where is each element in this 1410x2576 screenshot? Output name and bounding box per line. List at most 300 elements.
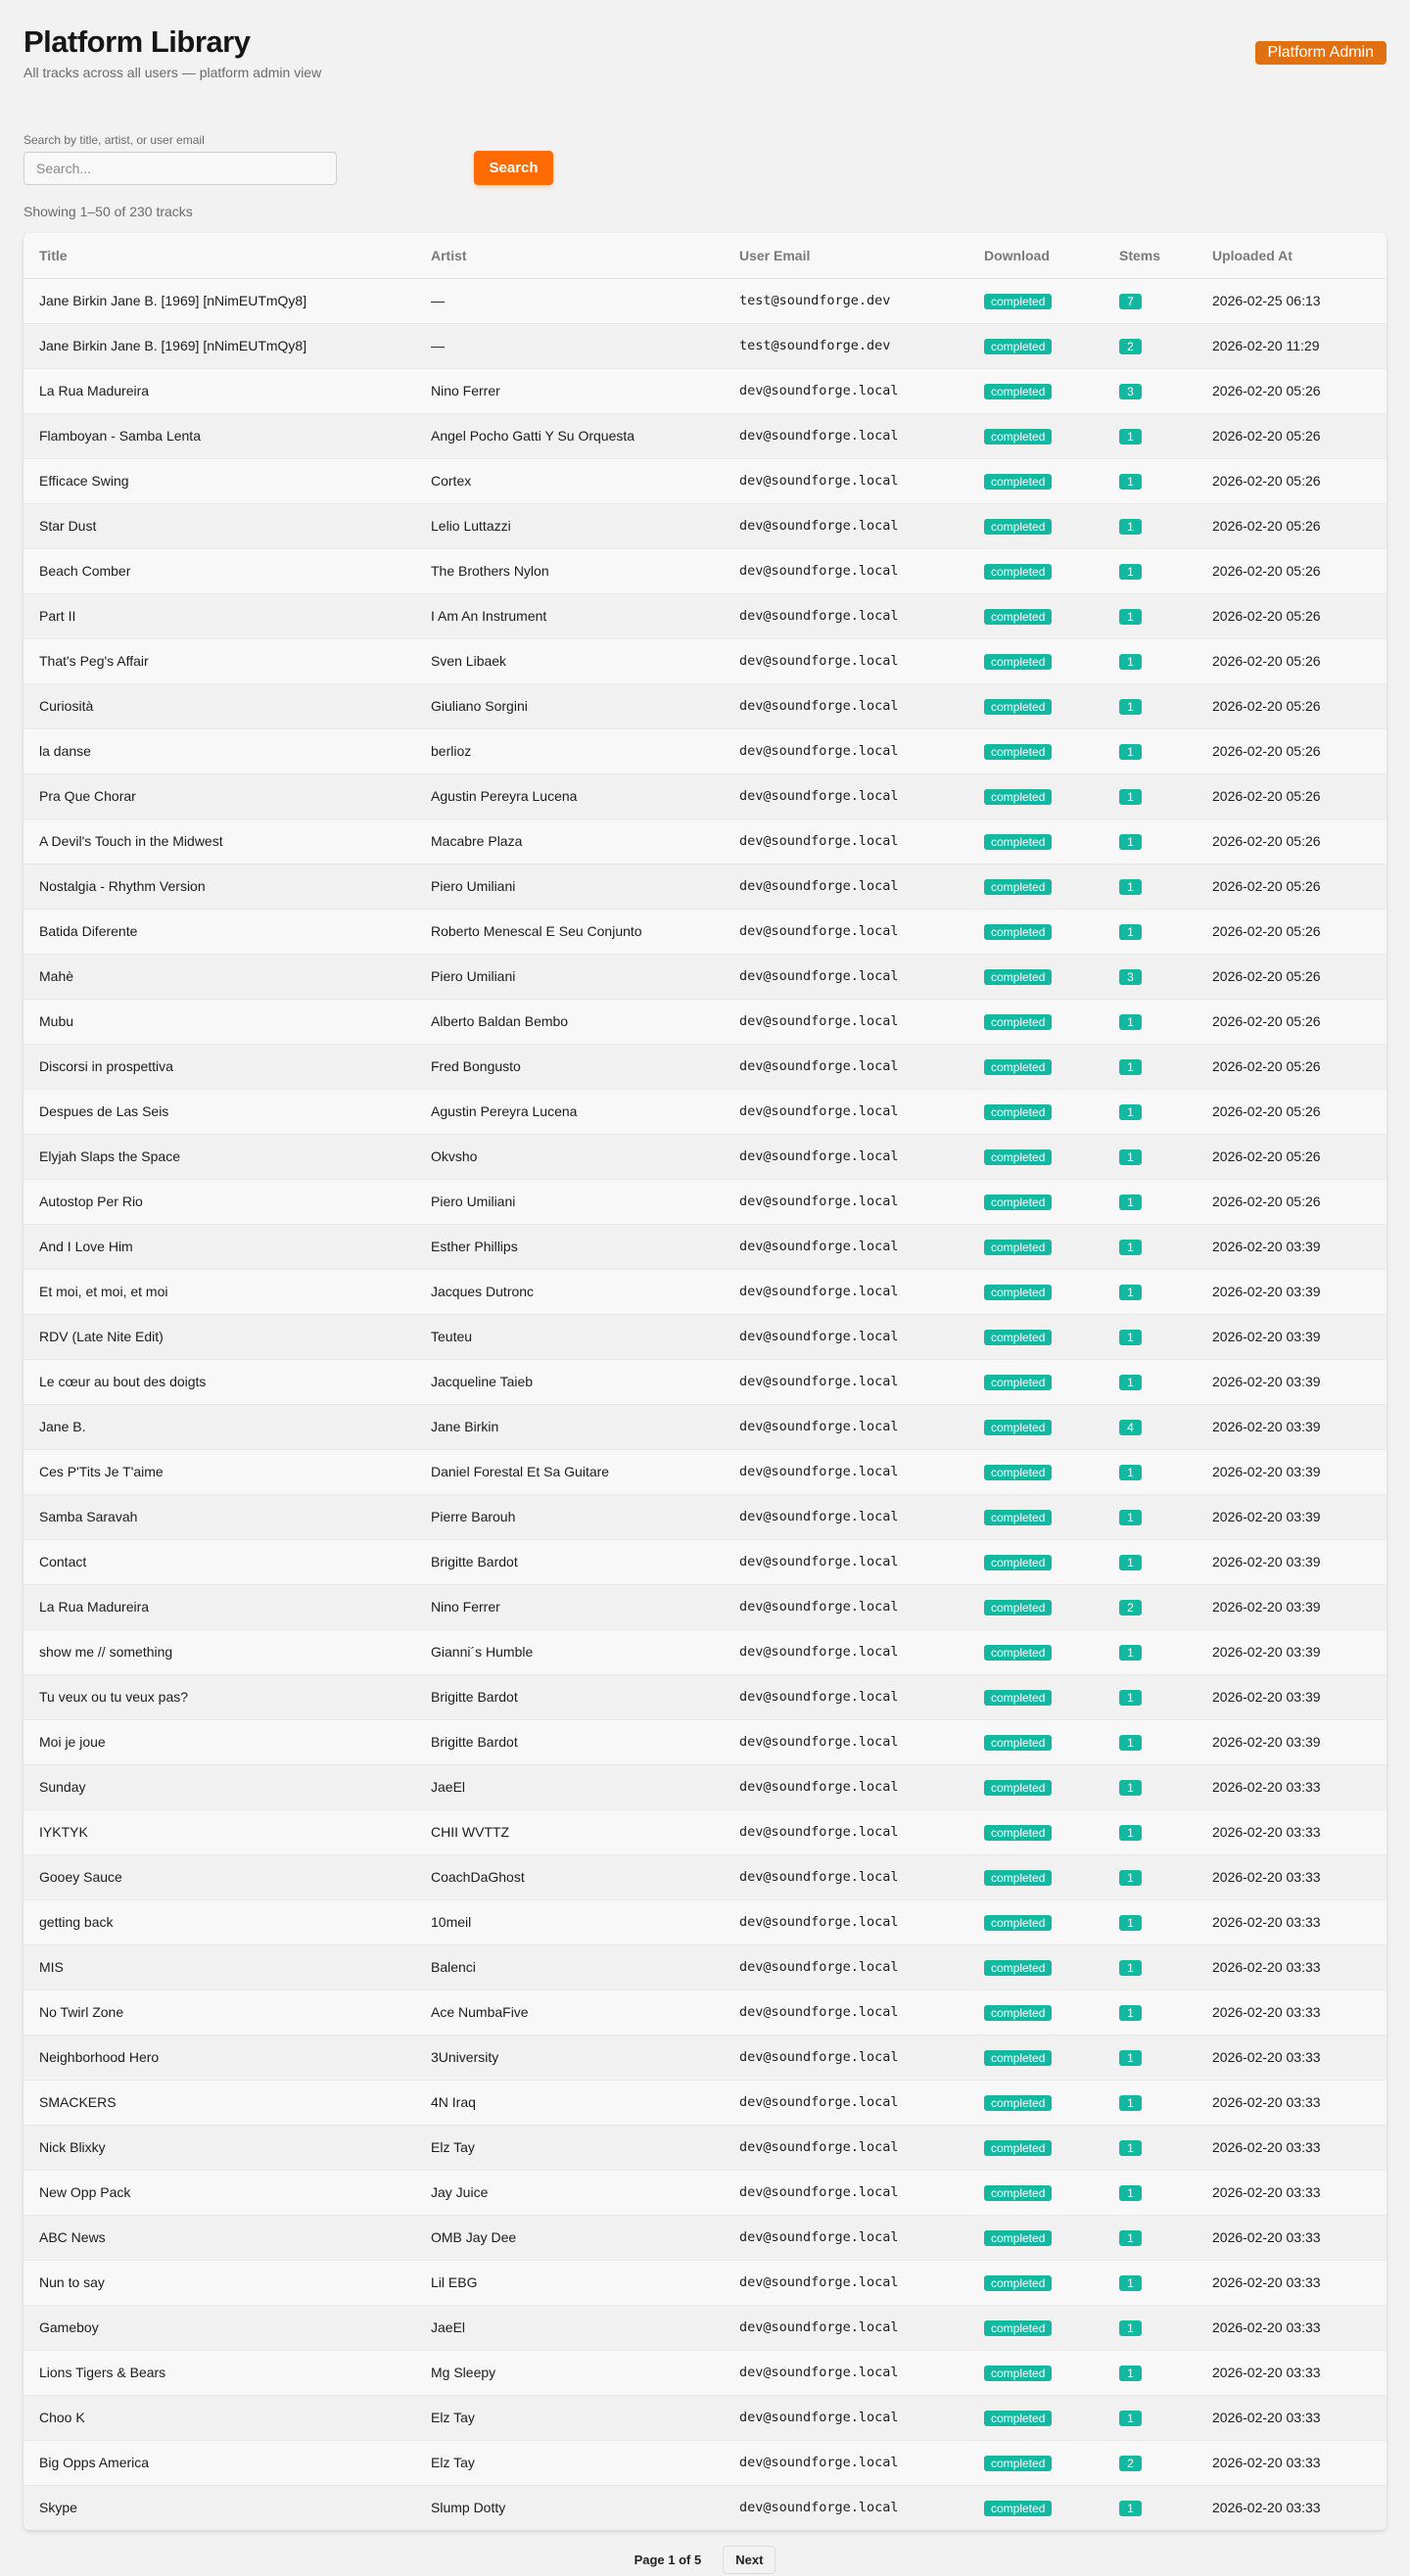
download-cell bbox=[968, 1764, 1104, 1809]
user-email: dev@soundforge.local bbox=[724, 2440, 968, 2485]
track-title: MIS bbox=[24, 1944, 415, 1990]
uploaded-at: 2026-02-20 03:39 bbox=[1197, 1314, 1386, 1359]
table-row[interactable] bbox=[24, 2305, 1386, 2350]
track-artist: OMB Jay Dee bbox=[415, 2215, 724, 2260]
stems-count-badge: 7 bbox=[1119, 294, 1142, 309]
table-row[interactable] bbox=[24, 1899, 1386, 1944]
user-email: dev@soundforge.local bbox=[724, 1584, 968, 1629]
download-status-badge: completed bbox=[984, 2365, 1052, 2381]
uploaded-at: 2026-02-20 03:39 bbox=[1197, 1674, 1386, 1719]
user-email: dev@soundforge.local bbox=[724, 1854, 968, 1899]
table-row[interactable] bbox=[24, 2035, 1386, 2080]
stems-cell bbox=[1104, 683, 1197, 728]
track-artist: Roberto Menescal E Seu Conjunto bbox=[415, 909, 724, 954]
table-row[interactable] bbox=[24, 2395, 1386, 2440]
stems-count-badge: 1 bbox=[1119, 1014, 1142, 1030]
user-email: dev@soundforge.local bbox=[724, 1134, 968, 1179]
table-row[interactable] bbox=[24, 458, 1386, 503]
stems-cell bbox=[1104, 2035, 1197, 2080]
stems-count-badge: 1 bbox=[1119, 1465, 1142, 1480]
track-title: That's Peg's Affair bbox=[24, 638, 415, 683]
track-title: Star Dust bbox=[24, 503, 415, 548]
download-status-badge: completed bbox=[984, 339, 1052, 354]
stems-cell bbox=[1104, 323, 1197, 368]
track-artist: CoachDaGhost bbox=[415, 1854, 724, 1899]
track-title: getting back bbox=[24, 1899, 415, 1944]
download-status-badge: completed bbox=[984, 1870, 1052, 1886]
track-artist: Mg Sleepy bbox=[415, 2350, 724, 2395]
table-row[interactable] bbox=[24, 548, 1386, 593]
download-status-badge: completed bbox=[984, 654, 1052, 670]
table-row[interactable] bbox=[24, 413, 1386, 458]
uploaded-at: 2026-02-20 03:33 bbox=[1197, 2260, 1386, 2305]
download-status-badge: completed bbox=[984, 2501, 1052, 2516]
track-title: Sunday bbox=[24, 1764, 415, 1809]
download-status-badge: completed bbox=[984, 1420, 1052, 1435]
stems-count-badge: 1 bbox=[1119, 2320, 1142, 2336]
download-status-badge: completed bbox=[984, 1510, 1052, 1525]
download-status-badge: completed bbox=[984, 2230, 1052, 2246]
table-row[interactable] bbox=[24, 1990, 1386, 2035]
user-email: dev@soundforge.local bbox=[724, 683, 968, 728]
uploaded-at: 2026-02-20 05:26 bbox=[1197, 638, 1386, 683]
user-email: dev@soundforge.local bbox=[724, 593, 968, 638]
stems-count-badge: 1 bbox=[1119, 1825, 1142, 1841]
tracks-table-card bbox=[24, 233, 1386, 2530]
table-row[interactable] bbox=[24, 1674, 1386, 1719]
track-artist: Brigitte Bardot bbox=[415, 1539, 724, 1584]
table-row[interactable] bbox=[24, 1629, 1386, 1674]
table-row[interactable] bbox=[24, 2350, 1386, 2395]
download-cell bbox=[968, 1809, 1104, 1854]
stems-cell bbox=[1104, 2125, 1197, 2170]
tracks-table bbox=[24, 233, 1386, 2530]
uploaded-at: 2026-02-20 03:33 bbox=[1197, 1854, 1386, 1899]
table-row[interactable] bbox=[24, 2080, 1386, 2125]
stems-cell bbox=[1104, 593, 1197, 638]
table-row[interactable] bbox=[24, 323, 1386, 368]
user-email: dev@soundforge.local bbox=[724, 1629, 968, 1674]
download-status-badge: completed bbox=[984, 744, 1052, 760]
uploaded-at: 2026-02-20 03:33 bbox=[1197, 1764, 1386, 1809]
download-cell bbox=[968, 278, 1104, 323]
search-button[interactable]: Search bbox=[474, 151, 553, 185]
track-title: Jane Birkin Jane B. [1969] [nNimEUTmQy8] bbox=[24, 278, 415, 323]
table-row[interactable] bbox=[24, 2170, 1386, 2215]
table-row[interactable] bbox=[24, 1494, 1386, 1539]
track-title: Ces P'Tits Je T'aime bbox=[24, 1449, 415, 1494]
uploaded-at: 2026-02-20 03:33 bbox=[1197, 2125, 1386, 2170]
stems-cell bbox=[1104, 728, 1197, 773]
uploaded-at: 2026-02-20 05:26 bbox=[1197, 819, 1386, 864]
stems-count-badge: 2 bbox=[1119, 339, 1142, 354]
download-status-badge: completed bbox=[984, 1104, 1052, 1120]
stems-cell bbox=[1104, 1359, 1197, 1404]
search-section bbox=[24, 133, 1386, 186]
stems-count-badge: 1 bbox=[1119, 654, 1142, 670]
table-row[interactable] bbox=[24, 2440, 1386, 2485]
table-row[interactable] bbox=[24, 1314, 1386, 1359]
table-header-row bbox=[24, 233, 1386, 278]
table-row[interactable] bbox=[24, 1044, 1386, 1089]
user-email: dev@soundforge.local bbox=[724, 1224, 968, 1269]
stems-cell bbox=[1104, 1044, 1197, 1089]
stems-count-badge: 1 bbox=[1119, 834, 1142, 850]
track-artist: Lelio Luttazzi bbox=[415, 503, 724, 548]
table-row[interactable] bbox=[24, 819, 1386, 864]
platform-admin-badge: Platform Admin bbox=[1255, 41, 1386, 65]
track-title: Skype bbox=[24, 2485, 415, 2530]
stems-count-badge: 1 bbox=[1119, 1915, 1142, 1931]
stems-count-badge: 1 bbox=[1119, 1870, 1142, 1886]
track-artist: — bbox=[415, 323, 724, 368]
user-email: dev@soundforge.local bbox=[724, 2305, 968, 2350]
uploaded-at: 2026-02-20 05:26 bbox=[1197, 954, 1386, 999]
track-title: Beach Comber bbox=[24, 548, 415, 593]
track-artist: Agustin Pereyra Lucena bbox=[415, 773, 724, 819]
stems-cell bbox=[1104, 2080, 1197, 2125]
stems-count-badge: 1 bbox=[1119, 2411, 1142, 2426]
download-status-badge: completed bbox=[984, 2275, 1052, 2291]
track-artist: Ace NumbaFive bbox=[415, 1990, 724, 2035]
stems-cell bbox=[1104, 1404, 1197, 1449]
track-artist: Teuteu bbox=[415, 1314, 724, 1359]
column-header-artist: Artist bbox=[415, 233, 724, 278]
stems-cell bbox=[1104, 1809, 1197, 1854]
uploaded-at: 2026-02-20 05:26 bbox=[1197, 458, 1386, 503]
stems-count-badge: 1 bbox=[1119, 699, 1142, 715]
track-title: Jane Birkin Jane B. [1969] [nNimEUTmQy8] bbox=[24, 323, 415, 368]
table-row[interactable] bbox=[24, 864, 1386, 909]
stems-cell bbox=[1104, 1584, 1197, 1629]
user-email: dev@soundforge.local bbox=[724, 1674, 968, 1719]
uploaded-at: 2026-02-20 05:26 bbox=[1197, 909, 1386, 954]
track-artist: Nino Ferrer bbox=[415, 1584, 724, 1629]
stems-cell bbox=[1104, 999, 1197, 1044]
uploaded-at: 2026-02-20 03:39 bbox=[1197, 1719, 1386, 1764]
download-status-badge: completed bbox=[984, 879, 1052, 895]
user-email: dev@soundforge.local bbox=[724, 2350, 968, 2395]
download-cell bbox=[968, 728, 1104, 773]
track-title: Flamboyan - Samba Lenta bbox=[24, 413, 415, 458]
table-row[interactable] bbox=[24, 773, 1386, 819]
page-indicator: Page 1 of 5 bbox=[634, 2553, 702, 2567]
track-title: Choo K bbox=[24, 2395, 415, 2440]
track-title: Elyjah Slaps the Space bbox=[24, 1134, 415, 1179]
uploaded-at: 2026-02-20 03:33 bbox=[1197, 2485, 1386, 2530]
track-artist: Elz Tay bbox=[415, 2125, 724, 2170]
stems-count-badge: 1 bbox=[1119, 1780, 1142, 1796]
download-cell bbox=[968, 1269, 1104, 1314]
download-cell bbox=[968, 1134, 1104, 1179]
pagination bbox=[24, 2546, 1386, 2574]
track-title: Neighborhood Hero bbox=[24, 2035, 415, 2080]
table-row[interactable] bbox=[24, 2215, 1386, 2260]
table-row[interactable] bbox=[24, 278, 1386, 323]
stems-cell bbox=[1104, 1224, 1197, 1269]
user-email: dev@soundforge.local bbox=[724, 1089, 968, 1134]
uploaded-at: 2026-02-20 03:39 bbox=[1197, 1404, 1386, 1449]
stems-count-badge: 1 bbox=[1119, 1285, 1142, 1300]
track-artist: Esther Phillips bbox=[415, 1224, 724, 1269]
track-artist: Alberto Baldan Bembo bbox=[415, 999, 724, 1044]
next-page-button[interactable]: Next bbox=[723, 2546, 776, 2574]
track-title: Le cœur au bout des doigts bbox=[24, 1359, 415, 1404]
download-status-badge: completed bbox=[984, 1330, 1052, 1345]
user-email: dev@soundforge.local bbox=[724, 1899, 968, 1944]
track-title: Lions Tigers & Bears bbox=[24, 2350, 415, 2395]
stems-cell bbox=[1104, 1089, 1197, 1134]
uploaded-at: 2026-02-20 05:26 bbox=[1197, 503, 1386, 548]
download-cell bbox=[968, 638, 1104, 683]
download-cell bbox=[968, 503, 1104, 548]
track-title: Discorsi in prospettiva bbox=[24, 1044, 415, 1089]
table-row[interactable] bbox=[24, 1539, 1386, 1584]
table-row[interactable] bbox=[24, 954, 1386, 999]
table-row[interactable] bbox=[24, 1134, 1386, 1179]
uploaded-at: 2026-02-20 05:26 bbox=[1197, 1179, 1386, 1224]
uploaded-at: 2026-02-20 03:33 bbox=[1197, 1944, 1386, 1990]
user-email: dev@soundforge.local bbox=[724, 728, 968, 773]
track-artist: Piero Umiliani bbox=[415, 954, 724, 999]
stems-count-badge: 1 bbox=[1119, 744, 1142, 760]
user-email: dev@soundforge.local bbox=[724, 819, 968, 864]
uploaded-at: 2026-02-20 05:26 bbox=[1197, 1044, 1386, 1089]
download-cell bbox=[968, 999, 1104, 1044]
download-cell bbox=[968, 2305, 1104, 2350]
stems-cell bbox=[1104, 1494, 1197, 1539]
table-row[interactable] bbox=[24, 1089, 1386, 1134]
uploaded-at: 2026-02-20 05:26 bbox=[1197, 683, 1386, 728]
track-artist: Gianni´s Humble bbox=[415, 1629, 724, 1674]
user-email: dev@soundforge.local bbox=[724, 2260, 968, 2305]
stems-count-badge: 1 bbox=[1119, 1375, 1142, 1390]
download-status-badge: completed bbox=[984, 1600, 1052, 1616]
download-cell bbox=[968, 2485, 1104, 2530]
download-status-badge: completed bbox=[984, 2320, 1052, 2336]
user-email: dev@soundforge.local bbox=[724, 2215, 968, 2260]
user-email: dev@soundforge.local bbox=[724, 1990, 968, 2035]
table-row[interactable] bbox=[24, 1854, 1386, 1899]
track-artist: Jacqueline Taieb bbox=[415, 1359, 724, 1404]
uploaded-at: 2026-02-20 03:39 bbox=[1197, 1359, 1386, 1404]
stems-cell bbox=[1104, 954, 1197, 999]
table-row[interactable] bbox=[24, 368, 1386, 413]
table-row[interactable] bbox=[24, 593, 1386, 638]
download-status-badge: completed bbox=[984, 789, 1052, 805]
track-artist: Okvsho bbox=[415, 1134, 724, 1179]
stems-cell bbox=[1104, 548, 1197, 593]
user-email: test@soundforge.dev bbox=[724, 278, 968, 323]
user-email: dev@soundforge.local bbox=[724, 1359, 968, 1404]
tracks-table-body bbox=[24, 278, 1386, 2530]
table-row[interactable] bbox=[24, 1404, 1386, 1449]
stems-count-badge: 1 bbox=[1119, 2501, 1142, 2516]
uploaded-at: 2026-02-20 05:26 bbox=[1197, 548, 1386, 593]
download-cell bbox=[968, 909, 1104, 954]
download-cell bbox=[968, 323, 1104, 368]
download-status-badge: completed bbox=[984, 1375, 1052, 1390]
stems-count-badge: 1 bbox=[1119, 1330, 1142, 1345]
track-artist: Piero Umiliani bbox=[415, 864, 724, 909]
track-artist: Pierre Barouh bbox=[415, 1494, 724, 1539]
track-title: show me // something bbox=[24, 1629, 415, 1674]
download-status-badge: completed bbox=[984, 1825, 1052, 1841]
download-cell bbox=[968, 864, 1104, 909]
user-email: dev@soundforge.local bbox=[724, 954, 968, 999]
track-title: Despues de Las Seis bbox=[24, 1089, 415, 1134]
track-title: Samba Saravah bbox=[24, 1494, 415, 1539]
stems-count-badge: 1 bbox=[1119, 2185, 1142, 2201]
track-artist: Brigitte Bardot bbox=[415, 1674, 724, 1719]
stems-count-badge: 1 bbox=[1119, 924, 1142, 940]
track-title: New Opp Pack bbox=[24, 2170, 415, 2215]
download-cell bbox=[968, 1719, 1104, 1764]
stems-count-badge: 1 bbox=[1119, 2005, 1142, 2021]
download-status-badge: completed bbox=[984, 429, 1052, 445]
table-row[interactable] bbox=[24, 1764, 1386, 1809]
stems-cell bbox=[1104, 2485, 1197, 2530]
stems-count-badge: 1 bbox=[1119, 2275, 1142, 2291]
download-status-badge: completed bbox=[984, 1465, 1052, 1480]
track-title: La Rua Madureira bbox=[24, 368, 415, 413]
track-title: Nun to say bbox=[24, 2260, 415, 2305]
stems-count-badge: 1 bbox=[1119, 2140, 1142, 2156]
uploaded-at: 2026-02-20 03:39 bbox=[1197, 1539, 1386, 1584]
user-email: dev@soundforge.local bbox=[724, 503, 968, 548]
stems-count-badge: 1 bbox=[1119, 564, 1142, 580]
track-artist: Fred Bongusto bbox=[415, 1044, 724, 1089]
track-artist: Giuliano Sorgini bbox=[415, 683, 724, 728]
page-title: Platform Library bbox=[24, 24, 251, 59]
table-row[interactable] bbox=[24, 638, 1386, 683]
table-row[interactable] bbox=[24, 1584, 1386, 1629]
stems-count-badge: 1 bbox=[1119, 429, 1142, 445]
table-row[interactable] bbox=[24, 683, 1386, 728]
stems-count-badge: 2 bbox=[1119, 2456, 1142, 2471]
table-row[interactable] bbox=[24, 1809, 1386, 1854]
download-status-badge: completed bbox=[984, 924, 1052, 940]
table-row[interactable] bbox=[24, 909, 1386, 954]
download-cell bbox=[968, 2035, 1104, 2080]
table-row[interactable] bbox=[24, 2125, 1386, 2170]
track-title: La Rua Madureira bbox=[24, 1584, 415, 1629]
track-artist: Slump Dotty bbox=[415, 2485, 724, 2530]
track-artist: Jacques Dutronc bbox=[415, 1269, 724, 1314]
table-row[interactable] bbox=[24, 1719, 1386, 1764]
download-cell bbox=[968, 458, 1104, 503]
stems-cell bbox=[1104, 1764, 1197, 1809]
stems-count-badge: 1 bbox=[1119, 1555, 1142, 1570]
stems-cell bbox=[1104, 1179, 1197, 1224]
uploaded-at: 2026-02-20 05:26 bbox=[1197, 1089, 1386, 1134]
download-status-badge: completed bbox=[984, 1735, 1052, 1751]
download-status-badge: completed bbox=[984, 564, 1052, 580]
user-email: dev@soundforge.local bbox=[724, 1944, 968, 1990]
download-status-badge: completed bbox=[984, 609, 1052, 625]
download-status-badge: completed bbox=[984, 699, 1052, 715]
user-email: dev@soundforge.local bbox=[724, 2485, 968, 2530]
user-email: dev@soundforge.local bbox=[724, 1539, 968, 1584]
track-artist: Elz Tay bbox=[415, 2395, 724, 2440]
stems-cell bbox=[1104, 1899, 1197, 1944]
table-row[interactable] bbox=[24, 1269, 1386, 1314]
table-row[interactable] bbox=[24, 2260, 1386, 2305]
stems-cell bbox=[1104, 1944, 1197, 1990]
user-email: dev@soundforge.local bbox=[724, 1269, 968, 1314]
stems-count-badge: 1 bbox=[1119, 474, 1142, 490]
table-row[interactable] bbox=[24, 1944, 1386, 1990]
user-email: dev@soundforge.local bbox=[724, 1044, 968, 1089]
track-title: Gooey Sauce bbox=[24, 1854, 415, 1899]
track-title: Contact bbox=[24, 1539, 415, 1584]
user-email: dev@soundforge.local bbox=[724, 2125, 968, 2170]
stems-count-badge: 1 bbox=[1119, 1104, 1142, 1120]
stems-count-badge: 1 bbox=[1119, 1645, 1142, 1661]
stems-cell bbox=[1104, 1539, 1197, 1584]
table-row[interactable] bbox=[24, 1179, 1386, 1224]
column-header-download: Download bbox=[968, 233, 1104, 278]
user-email: dev@soundforge.local bbox=[724, 1449, 968, 1494]
track-title: Pra Que Chorar bbox=[24, 773, 415, 819]
user-email: dev@soundforge.local bbox=[724, 909, 968, 954]
table-row[interactable] bbox=[24, 1224, 1386, 1269]
stems-cell bbox=[1104, 1990, 1197, 2035]
track-artist: 10meil bbox=[415, 1899, 724, 1944]
table-row[interactable] bbox=[24, 999, 1386, 1044]
track-title: la danse bbox=[24, 728, 415, 773]
user-email: dev@soundforge.local bbox=[724, 1719, 968, 1764]
uploaded-at: 2026-02-20 05:26 bbox=[1197, 864, 1386, 909]
stems-cell bbox=[1104, 638, 1197, 683]
track-artist: Daniel Forestal Et Sa Guitare bbox=[415, 1449, 724, 1494]
stems-cell bbox=[1104, 2305, 1197, 2350]
download-cell bbox=[968, 819, 1104, 864]
user-email: dev@soundforge.local bbox=[724, 2395, 968, 2440]
uploaded-at: 2026-02-20 03:39 bbox=[1197, 1269, 1386, 1314]
table-row[interactable] bbox=[24, 2485, 1386, 2530]
table-row[interactable] bbox=[24, 1449, 1386, 1494]
stems-cell bbox=[1104, 1314, 1197, 1359]
uploaded-at: 2026-02-20 03:39 bbox=[1197, 1224, 1386, 1269]
stems-count-badge: 1 bbox=[1119, 1510, 1142, 1525]
download-cell bbox=[968, 1224, 1104, 1269]
download-status-badge: completed bbox=[984, 1960, 1052, 1976]
download-cell bbox=[968, 2440, 1104, 2485]
user-email: dev@soundforge.local bbox=[724, 1494, 968, 1539]
table-row[interactable] bbox=[24, 503, 1386, 548]
uploaded-at: 2026-02-20 03:33 bbox=[1197, 1899, 1386, 1944]
track-artist: CHII WVTTZ bbox=[415, 1809, 724, 1854]
uploaded-at: 2026-02-20 03:33 bbox=[1197, 2170, 1386, 2215]
track-title: Et moi, et moi, et moi bbox=[24, 1269, 415, 1314]
stems-count-badge: 1 bbox=[1119, 1240, 1142, 1255]
download-cell bbox=[968, 1854, 1104, 1899]
table-row[interactable] bbox=[24, 1359, 1386, 1404]
track-artist: Jay Juice bbox=[415, 2170, 724, 2215]
download-cell bbox=[968, 1674, 1104, 1719]
download-cell bbox=[968, 2080, 1104, 2125]
download-status-badge: completed bbox=[984, 1780, 1052, 1796]
search-input[interactable] bbox=[24, 152, 337, 185]
download-cell bbox=[968, 1899, 1104, 1944]
download-cell bbox=[968, 1359, 1104, 1404]
stems-count-badge: 1 bbox=[1119, 879, 1142, 895]
stems-cell bbox=[1104, 2395, 1197, 2440]
table-row[interactable] bbox=[24, 728, 1386, 773]
stems-count-badge: 1 bbox=[1119, 1690, 1142, 1706]
track-title: Nostalgia - Rhythm Version bbox=[24, 864, 415, 909]
